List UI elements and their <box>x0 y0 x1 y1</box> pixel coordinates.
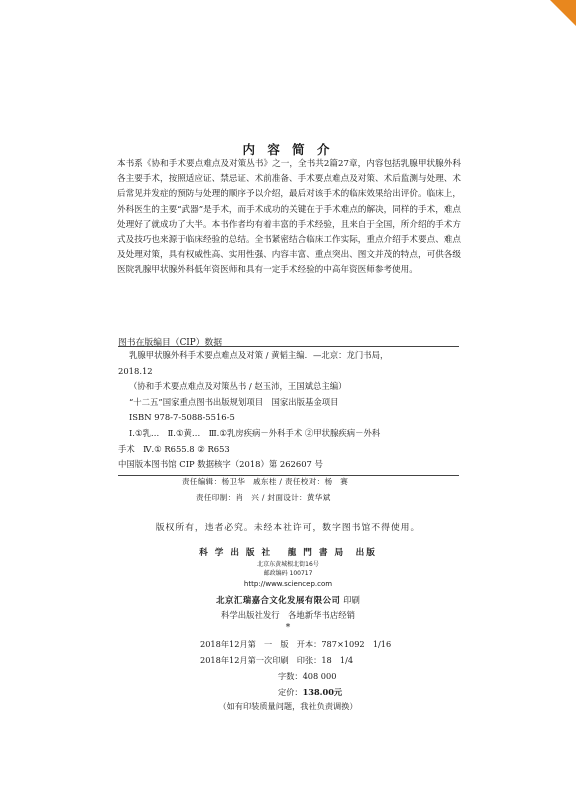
publisher-address: 北京东黄城根北街16号 <box>257 561 319 568</box>
cip-line: ISBN 978-7-5088-5516-5 <box>129 412 235 423</box>
cip-line: 乳腺甲状腺外科手术要点难点及对策 / 黄韬主编．—北京：龙门书局， <box>129 350 389 360</box>
cip-line: Ⅰ.①乳… Ⅱ.①黄… Ⅲ.①乳房疾病－外科手术 ②甲状腺疾病－外科 <box>129 427 381 438</box>
printing-line: 2018年12月第一次印刷 印张：18 1/4 <box>200 655 354 665</box>
corner-tab-mark <box>550 0 576 26</box>
summary-text: 本书系《协和手术要点难点及对策丛书》之一，全书共2篇27章，内容包括乳腺甲状腺外科各主要手术，按照适应证、禁忌证、术前准备、手术要点难点及对策、术后监测与处理、术后常见并发症的预防与处理的顺序予以介绍，最后对该手术的临床效果给出评价。临床上，外科医生的主要“武器”是手术，而手术成功的关键在于手术难点的解决，同样的手术，难点处理好了就成功了大半。本书作者均有着丰富的手术经验，且来自于全国，所介绍的手术方式及技巧也来源于临床经验的总结。全书紧密结合临床工作实际，重点介绍手术要点、难点及处理对策，具有权威性高、实用性强、内容丰富、重点突出、图文并茂的特点，可供各级医院乳腺甲状腺外科低年资医师和具有一定手术经验的中高年资医师参考使用。 <box>117 159 461 276</box>
edition-line: 2018年12月第 一 版 开本：787×1092 1/16 <box>200 639 392 649</box>
separator-star: * <box>285 623 291 633</box>
summary-title: 内 容 简 介 <box>242 142 334 157</box>
cip-line: 手术 Ⅳ.① R655.8 ② R653 <box>118 443 230 454</box>
staff-credits <box>182 474 348 505</box>
cip-top-rule <box>118 346 459 347</box>
staff-production: 责任印制：肖 兴 / 封面设计：黄华斌 <box>196 492 331 502</box>
edition-specs <box>200 636 391 700</box>
imprint-block <box>0 546 576 634</box>
distribution-line: 科学出版社发行 各地新华书店经销 <box>221 610 355 620</box>
printer-line <box>0 592 576 608</box>
publisher-line: 科 学 出 版 社 龍 門 書 局 出版 <box>199 548 377 558</box>
price-value: 138.00元 <box>302 687 343 697</box>
quality-footnote: （如有印装质量问题，我社负责调换） <box>218 701 358 711</box>
copyright-notice: 版权所有，违者必究。未经本社许可，数字图书馆不得使用。 <box>155 523 421 533</box>
cip-heading: 图书在版编目（CIP）数据 <box>118 338 223 348</box>
printer-suffix: 印刷 <box>343 595 360 605</box>
cip-line: 2018.12 <box>118 365 153 376</box>
wordcount-line: 字数：408 000 <box>278 671 337 681</box>
cip-line: （协和手术要点难点及对策丛书 / 赵玉沛，王国斌总主编） <box>129 381 347 392</box>
cip-block <box>118 348 459 473</box>
cip-line: “十二五”国家重点图书出版规划项目 国家出版基金项目 <box>129 396 339 407</box>
staff-editors: 责任编辑：杨卫华 戚东桂 / 责任校对：杨 赛 <box>182 477 349 486</box>
price-line <box>200 684 391 700</box>
price-label: 定价： <box>278 687 303 697</box>
publisher-website: http://www.sciencep.com <box>243 580 333 588</box>
publisher-postcode: 邮政编码 100717 <box>263 570 313 577</box>
cip-line: 中国版本图书馆 CIP 数据核字（2018）第 262607 号 <box>118 459 323 470</box>
printer-name: 北京汇瑞嘉合文化发展有限公司 <box>216 595 341 605</box>
